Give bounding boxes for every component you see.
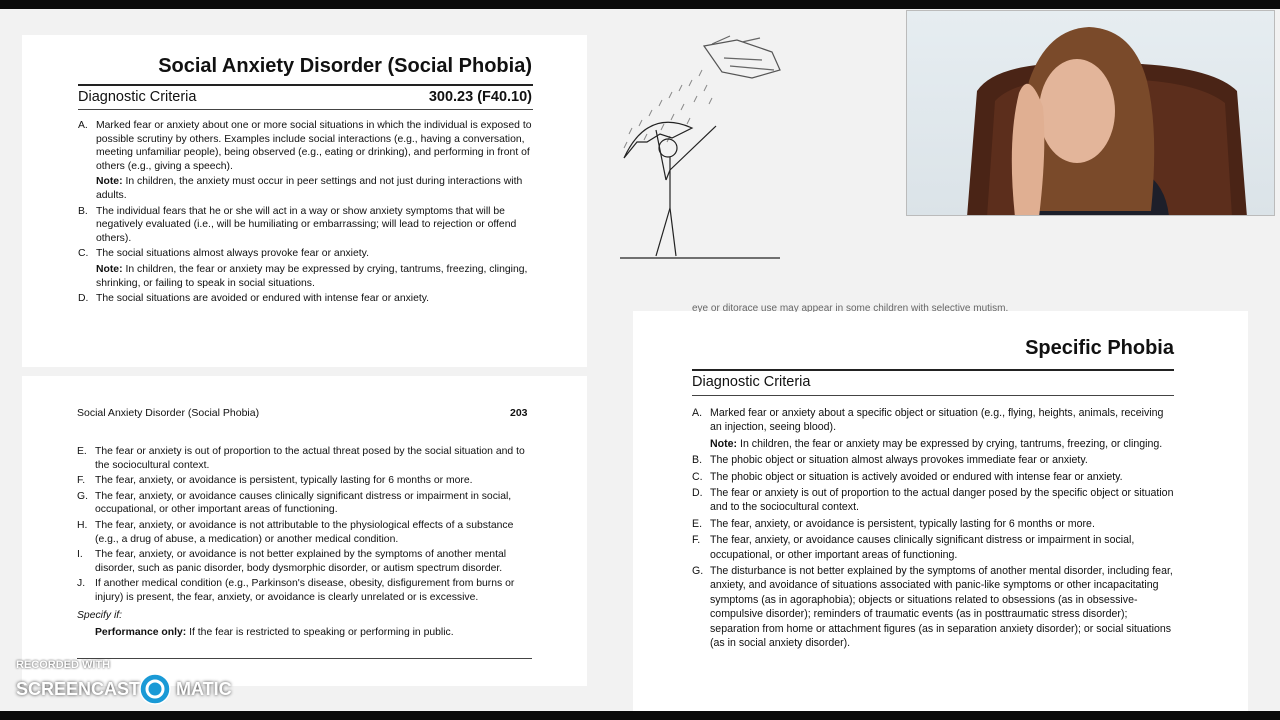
performance-only-text: If the fear is restricted to speaking or performing in public. (189, 627, 454, 639)
note-label: Note: (96, 176, 123, 188)
screencast-o-matic-watermark (16, 659, 246, 711)
criterion-letter: G. (77, 490, 88, 502)
note-text: In children, the fear or anxiety may be expressed by crying, tantrums, freezing, or clinging. (740, 437, 1163, 450)
criterion-letter: F. (692, 534, 701, 547)
screencast-logo-icon (139, 673, 171, 705)
cut-off-text: eye or ditorace use may appear in some children with selective mutism. (692, 303, 1009, 312)
criterion-item (77, 519, 533, 546)
criterion-item (78, 119, 534, 173)
criterion-letter: B. (692, 454, 703, 467)
umbrella-cartoon-illustration (612, 30, 792, 265)
specific-phobia-title: Specific Phobia (1025, 337, 1174, 359)
specific-criteria-list (692, 406, 1176, 653)
criterion-text: The social situations are avoided or endured with intense fear or anxiety. (96, 293, 430, 305)
criterion-item (78, 247, 534, 261)
criterion-letter: D. (78, 293, 89, 305)
top-letterbox (0, 0, 1280, 9)
criterion-text: The disturbance is not better explained by the symptoms of another mental disorder, including fear, anxiety, and avoidance of situations associated with panic-like symptoms or other incapacitating symptoms (as in agoraphobia); objects or situations related to obsessions (as in obsessive-compulsive disorder); reminders of traumatic events (as in posttraumatic stress disorder); separation from home or attachment figures (as in separation anxiety disorder); or social situations (as in social anxiety disorder). (710, 565, 1173, 650)
criterion-letter: J. (77, 578, 86, 590)
page-number: 203 (510, 407, 528, 419)
specify-if-label: Specify if: (77, 609, 123, 621)
note-label: Note: (710, 437, 738, 450)
watermark-matic: MATIC (176, 679, 232, 699)
criterion-item (77, 474, 533, 488)
diagnostic-criteria-heading: Diagnostic Criteria (78, 89, 197, 105)
criterion-item (692, 517, 1176, 531)
performance-only-label: Performance only: (95, 627, 187, 639)
criterion-text: The fear, anxiety, or avoidance causes clinically significant distress or impairment in social, occupational, or other important areas of functioning. (95, 490, 512, 516)
social-criteria-list (78, 119, 534, 308)
criterion-item (78, 205, 534, 246)
note-label: Note: (96, 263, 123, 275)
criterion-item (77, 445, 533, 472)
criterion-letter: E. (692, 517, 703, 530)
criterion-letter: F. (77, 475, 86, 487)
criterion-text: The social situations almost always provoke fear or anxiety. (96, 248, 369, 260)
criterion-item (77, 548, 533, 575)
presenter-video (907, 11, 1275, 216)
criterion-letter: A. (692, 407, 703, 419)
criterion-text: The fear, anxiety, or avoidance is persistent, typically lasting for 6 months or more. (710, 517, 1095, 530)
performance-only-specifier (77, 626, 533, 640)
criterion-text: The individual fears that he or she will act in a way or show anxiety symptoms that will be negatively evaluated (i.e., will be humiliating or embarrassing; will lead to rejection or offend others). (96, 205, 517, 244)
criterion-letter: I. (77, 549, 83, 561)
criterion-text: The fear or anxiety is out of proportion to the actual threat posed by the social situation and to the sociocultural context. (95, 446, 525, 471)
specific-title-rule (692, 369, 1174, 371)
criterion-text: Marked fear or anxiety about one or more social situations in which the individual is exposed to possible scrutiny by others. Examples include social interactions (e.g., having a conversation, meeting unfamiliar people), being observed (e.g., eating or drinking), and performing in front of others (e.g., giving a speech). (96, 120, 532, 172)
criterion-note (692, 437, 1176, 451)
note-text: In children, the anxiety must occur in peer settings and not just during interactions with adults. (96, 176, 523, 201)
watermark-screencast: SCREENCAST (16, 679, 141, 699)
criterion-item (692, 564, 1176, 650)
social-criteria-list-continued (77, 445, 533, 640)
running-header: Social Anxiety Disorder (Social Phobia) (77, 407, 260, 419)
criterion-text: If another medical condition (e.g., Parkinson's disease, obesity, disfigurement from burns or injury) is present, the fear, anxiety, or avoidance is clearly unrelated or is excessive. (95, 578, 515, 603)
criterion-letter: E. (77, 446, 87, 457)
specific-heading-rule (692, 395, 1174, 396)
criterion-item (77, 490, 533, 517)
webcam-video-overlay (906, 10, 1275, 216)
social-anxiety-title: Social Anxiety Disorder (Social Phobia) (158, 55, 532, 77)
criterion-letter: B. (78, 205, 88, 217)
criterion-letter: C. (78, 248, 89, 260)
criterion-text: The fear or anxiety is out of proportion to the actual danger posed by the specific object or situation and to the sociocultural context. (710, 487, 1174, 514)
criterion-note (78, 175, 534, 202)
criterion-text: The fear, anxiety, or avoidance is persistent, typically lasting for 6 months or more. (95, 475, 473, 487)
note-text: In children, the fear or anxiety may be expressed by crying, tantrums, freezing, clinging, shrinking, or failing to speak in social situations. (96, 263, 528, 289)
criterion-text: The phobic object or situation is actively avoided or endured with intense fear or anxiety. (710, 470, 1123, 483)
criterion-text: Marked fear or anxiety about a specific object or situation (e.g., flying, heights, animals, receiving an injection, seeing blood). (710, 407, 1164, 434)
criterion-item (692, 453, 1176, 467)
criterion-item (692, 406, 1176, 435)
bottom-letterbox (0, 711, 1280, 720)
criterion-text: The fear, anxiety, or avoidance is not attributable to the physiological effects of a substance (e.g., a drug of abuse, a medication) or another medical condition. (95, 519, 514, 545)
specific-diagnostic-criteria-heading: Diagnostic Criteria (692, 374, 811, 390)
criterion-item (692, 470, 1176, 484)
title-rule (78, 84, 533, 86)
diagnostic-code: 300.23 (F40.10) (428, 89, 532, 105)
criterion-letter: H. (77, 519, 88, 531)
criterion-text: The fear, anxiety, or avoidance causes clinically significant distress or impairment in social, occupational, or other important areas of functioning. (710, 534, 1135, 561)
criterion-letter: D. (692, 487, 703, 500)
heading-rule (78, 109, 533, 110)
criterion-item (78, 292, 534, 306)
criterion-item (692, 486, 1176, 515)
criterion-letter: C. (692, 470, 703, 483)
criterion-note (78, 263, 534, 290)
criterion-letter: G. (692, 565, 704, 578)
criterion-letter: A. (78, 120, 88, 131)
watermark-recorded-with: RECORDED WITH (16, 659, 111, 671)
criterion-text: The fear, anxiety, or avoidance is not better explained by the symptoms of another mental disorder, such as panic disorder, body dysmorphic disorder, or autism spectrum disorder. (95, 549, 507, 574)
criterion-item (77, 577, 533, 604)
criterion-text: The phobic object or situation almost always provokes immediate fear or anxiety. (710, 454, 1088, 467)
criterion-item (692, 533, 1176, 562)
